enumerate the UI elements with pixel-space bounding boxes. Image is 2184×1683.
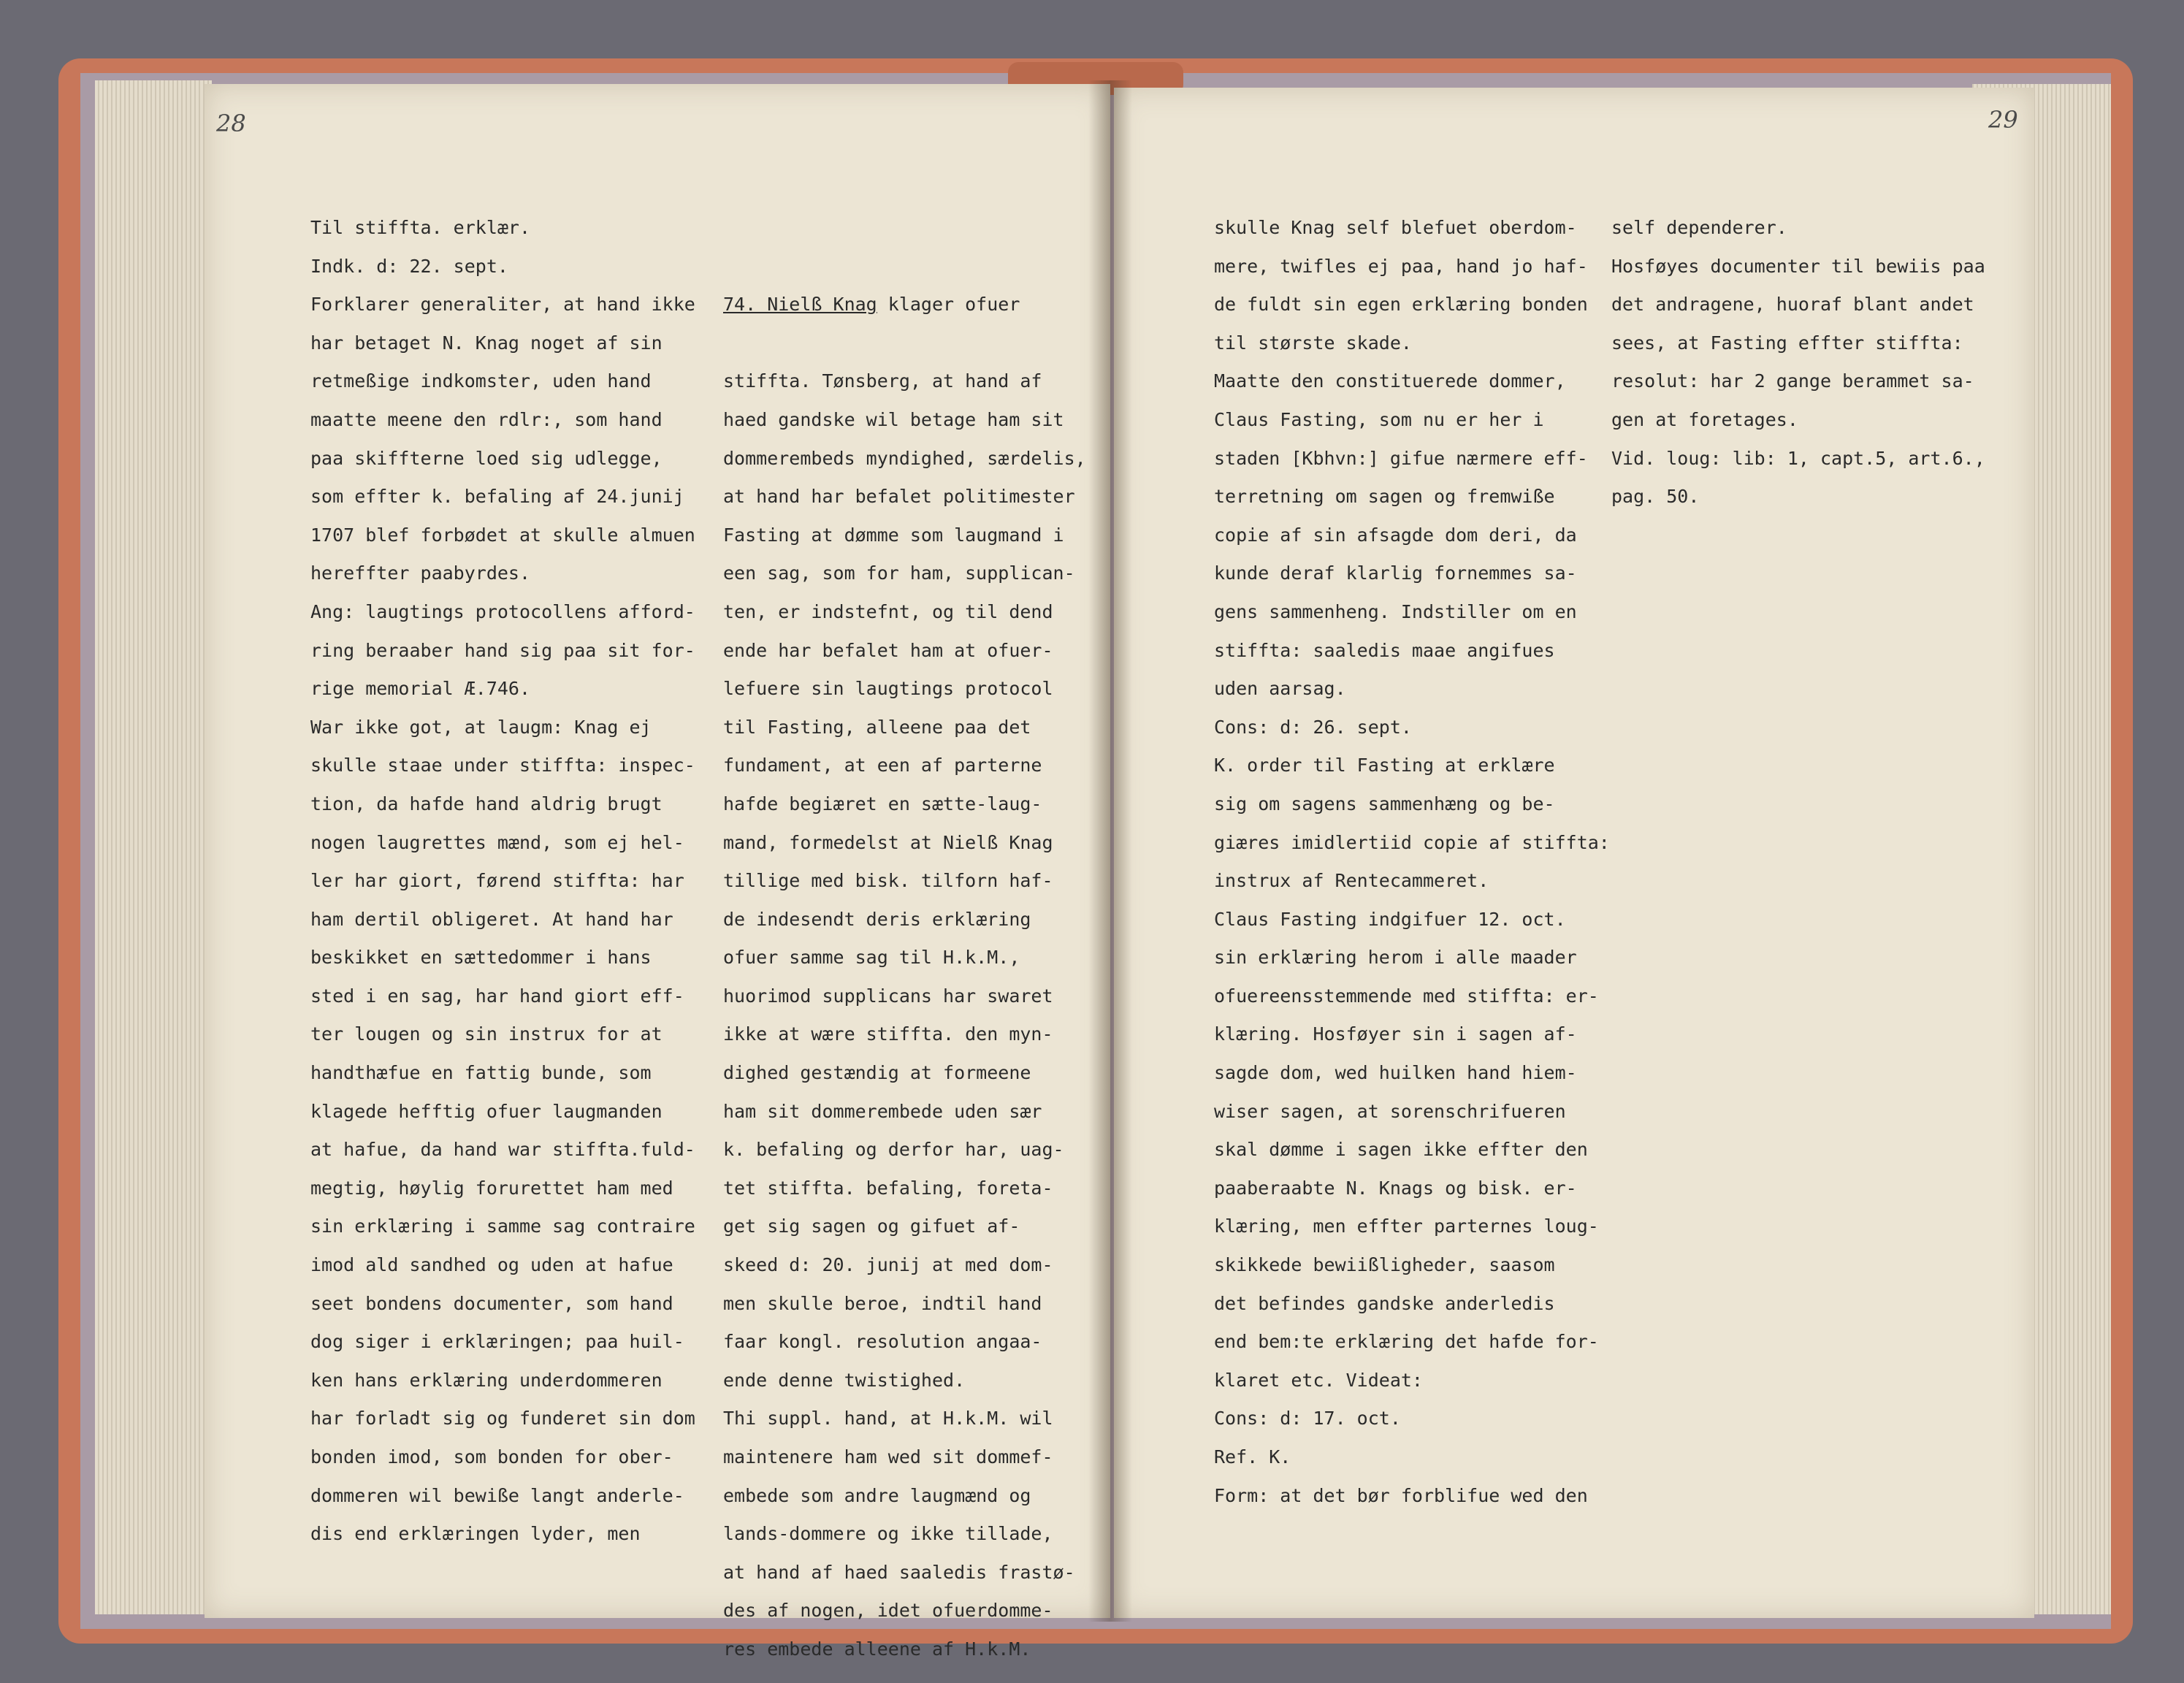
text-line: faar kongl. resolution angaa- [723,1331,1042,1353]
text-line: til største skade. [1214,332,1412,354]
text-line: des af nogen, idet ofuerdomme- [723,1600,1053,1622]
text-line: maatte meene den rdlr:, som hand [310,408,663,430]
text-line: copie af sin afsagde dom deri, da [1214,524,1577,546]
text-line: retmeßige indkomster, uden hand [310,370,652,392]
text-line: skal dømme i sagen ikke effter den [1214,1139,1588,1161]
text-line: ler har giort, førend stiffta: har [310,870,684,892]
text-line: men skulle beroe, indtil hand [723,1292,1042,1314]
text-line: mere, twifles ej paa, hand jo haf- [1214,255,1588,277]
text-line: Cons: d: 17. oct. [1214,1408,1401,1430]
text-line: maintenere ham wed sit dommef- [723,1446,1053,1468]
text-line: dighed gestændig at formeene [723,1062,1031,1084]
text-line: Vid. loug: lib: 1, capt.5, art.6., [1611,447,1985,469]
text-line: har forladt sig og funderet sin dom [310,1408,695,1430]
text-line: ring beraaber hand sig paa sit for- [310,639,695,661]
text-line: staden [Kbhvn:] gifue nærmere eff- [1214,447,1588,469]
text-line: Claus Fasting, som nu er her i [1214,408,1544,430]
text-line: skeed d: 20. junij at med dom- [723,1254,1053,1276]
text-line: at hafue, da hand war stiffta.fuld- [310,1139,695,1161]
text-line: klagede hefftig ofuer laugmanden [310,1100,663,1122]
entry-heading-line [723,286,1086,324]
text-line: sig om sagens sammenhæng og be- [1214,793,1555,814]
text-line: War ikke got, at laugm: Knag ej [310,716,652,738]
text-line: klæring. Hosføyer sin i sagen af- [1214,1023,1577,1045]
text-line: paa skiffterne loed sig udlegge, [310,447,663,469]
entry-heading: 74. Nielß Knag [723,294,877,316]
text-line: res embede alleene af H.k.M. [723,1638,1031,1660]
text-line: at hand har befalet politimester [723,486,1075,508]
text-line: mand, formedelst at Nielß Knag [723,831,1053,853]
text-line: beskikket en sættedommer i hans [310,947,652,969]
text-line: dommeren wil bewiße langt anderle- [310,1484,684,1506]
text-line: bonden imod, som bonden for ober- [310,1446,673,1468]
text-line: lands-dommere og ikke tillade, [723,1523,1053,1545]
text-line: ham sit dommerembede uden sær [723,1100,1042,1122]
left-page-column-2 [723,209,1086,1669]
text-line: K. order til Fasting at erklære [1214,755,1555,776]
text-line: hereffter paabyrdes. [310,562,531,584]
text-line: at hand af haed saaledis frastø- [723,1561,1075,1583]
text-line: Form: at det bør forblifue wed den [1214,1484,1588,1506]
text-line: self dependerer. [1611,217,1787,238]
text-line: stiffta. Tønsberg, at hand af [723,370,1042,392]
text-line: imod ald sandhed og uden at hafue [310,1254,673,1276]
text-line: ende denne twistighed. [723,1369,966,1391]
text-line: giæres imidlertiid copie af stiffta: [1214,831,1610,853]
text-line: rige memorial Æ.746. [310,678,531,700]
text-line: resolut: har 2 gange berammet sa- [1611,370,1974,392]
text-line: uden aarsag. [1214,678,1346,700]
text-line: klaret etc. Videat: [1214,1369,1423,1391]
text-line: paaberaabte N. Knags og bisk. er- [1214,1177,1577,1199]
left-page-edges [95,80,212,1614]
text-line: haed gandske wil betage ham sit [723,408,1064,430]
text-line: k. befaling og derfor har, uag- [723,1139,1064,1161]
text-line: skulle staae under stiffta: inspec- [310,755,695,776]
text-line: pag. 50. [1611,486,1700,508]
text-line: instrux af Rentecammeret. [1214,870,1489,892]
text-line: dog siger i erklæringen; paa huil- [310,1331,684,1353]
text-line: Hosføyes documenter til bewiis paa [1611,255,1985,277]
text-line: ten, er indstefnt, og til dend [723,600,1053,622]
text-line: get sig sagen og gifuet af- [723,1216,1020,1237]
text-line: skikkede bewiißligheder, saasom [1214,1254,1555,1276]
text-line: dommerembeds myndighed, særdelis, [723,447,1086,469]
text-line: megtig, høylig forurettet ham med [310,1177,673,1199]
text-line: end bem:te erklæring det hafde for- [1214,1331,1599,1353]
left-page-number: 28 [216,110,246,137]
entry-heading-rest: klager ofuer [877,294,1020,316]
text-line: seet bondens documenter, som hand [310,1292,673,1314]
text-line: ham dertil obligeret. At hand har [310,908,673,930]
text-line: 1707 blef forbødet at skulle almuen [310,524,695,546]
text-line: Ang: laugtings protocollens afford- [310,600,695,622]
right-page-column-1 [1214,209,1610,1515]
text-line: hafde begiæret en sætte-laug- [723,793,1042,814]
text-line: ter lougen og sin instrux for at [310,1023,663,1045]
text-line: tillige med bisk. tilforn haf- [723,870,1053,892]
text-line: fundament, at een af parterne [723,755,1042,776]
text-line: dis end erklæringen lyder, men [310,1523,641,1545]
text-line: klæring, men effter parternes loug- [1214,1216,1599,1237]
text-line: Claus Fasting indgifuer 12. oct. [1214,908,1566,930]
text-line: Ref. K. [1214,1446,1291,1468]
text-line: lefuere sin laugtings protocol [723,678,1053,700]
text-line: sin erklæring i samme sag contraire [310,1216,695,1237]
text-line: stiffta: saaledis maae angifues [1214,639,1555,661]
text-line: de fuldt sin egen erklæring bonden [1214,294,1588,316]
page-gutter [1088,80,1132,1622]
text-line: huorimod supplicans har swaret [723,985,1053,1007]
text-line: som effter k. befaling af 24.junij [310,486,684,508]
text-line: Forklarer generaliter, at hand ikke [310,294,695,316]
text-line: ofuereensstemmende med stiffta: er- [1214,985,1599,1007]
text-line: nogen laugrettes mænd, som ej hel- [310,831,684,853]
text-line: tet stiffta. befaling, foreta- [723,1177,1053,1199]
text-line: wiser sagen, at sorenschrifueren [1214,1100,1566,1122]
text-line: sin erklæring herom i alle maader [1214,947,1577,969]
text-line: til Fasting, alleene paa det [723,716,1031,738]
text-line: Cons: d: 26. sept. [1214,716,1412,738]
text-line: det andragene, huoraf blant andet [1611,294,1974,316]
text-line: ofuer samme sag til H.k.M., [723,947,1020,969]
text-line: Fasting at dømme som laugmand i [723,524,1064,546]
text-line: gen at foretages. [1611,408,1798,430]
text-line: ikke at wære stiffta. den myn- [723,1023,1053,1045]
right-page-number: 29 [1988,106,2018,134]
text-line: Indk. d: 22. sept. [310,255,508,277]
text-line: een sag, som for ham, supplican- [723,562,1075,584]
text-line: det befindes gandske anderledis [1214,1292,1555,1314]
text-line: Til stiffta. erklær. [310,217,531,238]
text-line: har betaget N. Knag noget af sin [310,332,663,354]
text-line: skulle Knag self blefuet oberdom- [1214,217,1577,238]
text-line: terretning om sagen og fremwiße [1214,486,1555,508]
text-line: handthæfue en fattig bunde, som [310,1062,652,1084]
text-line: embede som andre laugmænd og [723,1484,1031,1506]
text-line: de indesendt deris erklæring [723,908,1031,930]
text-line: gens sammenheng. Indstiller om en [1214,600,1577,622]
right-page-column-2 [1611,209,1985,516]
text-line: Thi suppl. hand, at H.k.M. wil [723,1408,1053,1430]
text-line: Maatte den constituerede dommer, [1214,370,1566,392]
text-line: sted i en sag, har hand giort eff- [310,985,684,1007]
text-line: sees, at Fasting effter stiffta: [1611,332,1963,354]
text-line: sagde dom, wed huilken hand hiem- [1214,1062,1577,1084]
text-line: tion, da hafde hand aldrig brugt [310,793,663,814]
text-line: ken hans erklæring underdommeren [310,1369,663,1391]
left-page-column-1 [310,209,695,1554]
text-line: ende har befalet ham at ofuer- [723,639,1053,661]
text-line: kunde deraf klarlig fornemmes sa- [1214,562,1577,584]
